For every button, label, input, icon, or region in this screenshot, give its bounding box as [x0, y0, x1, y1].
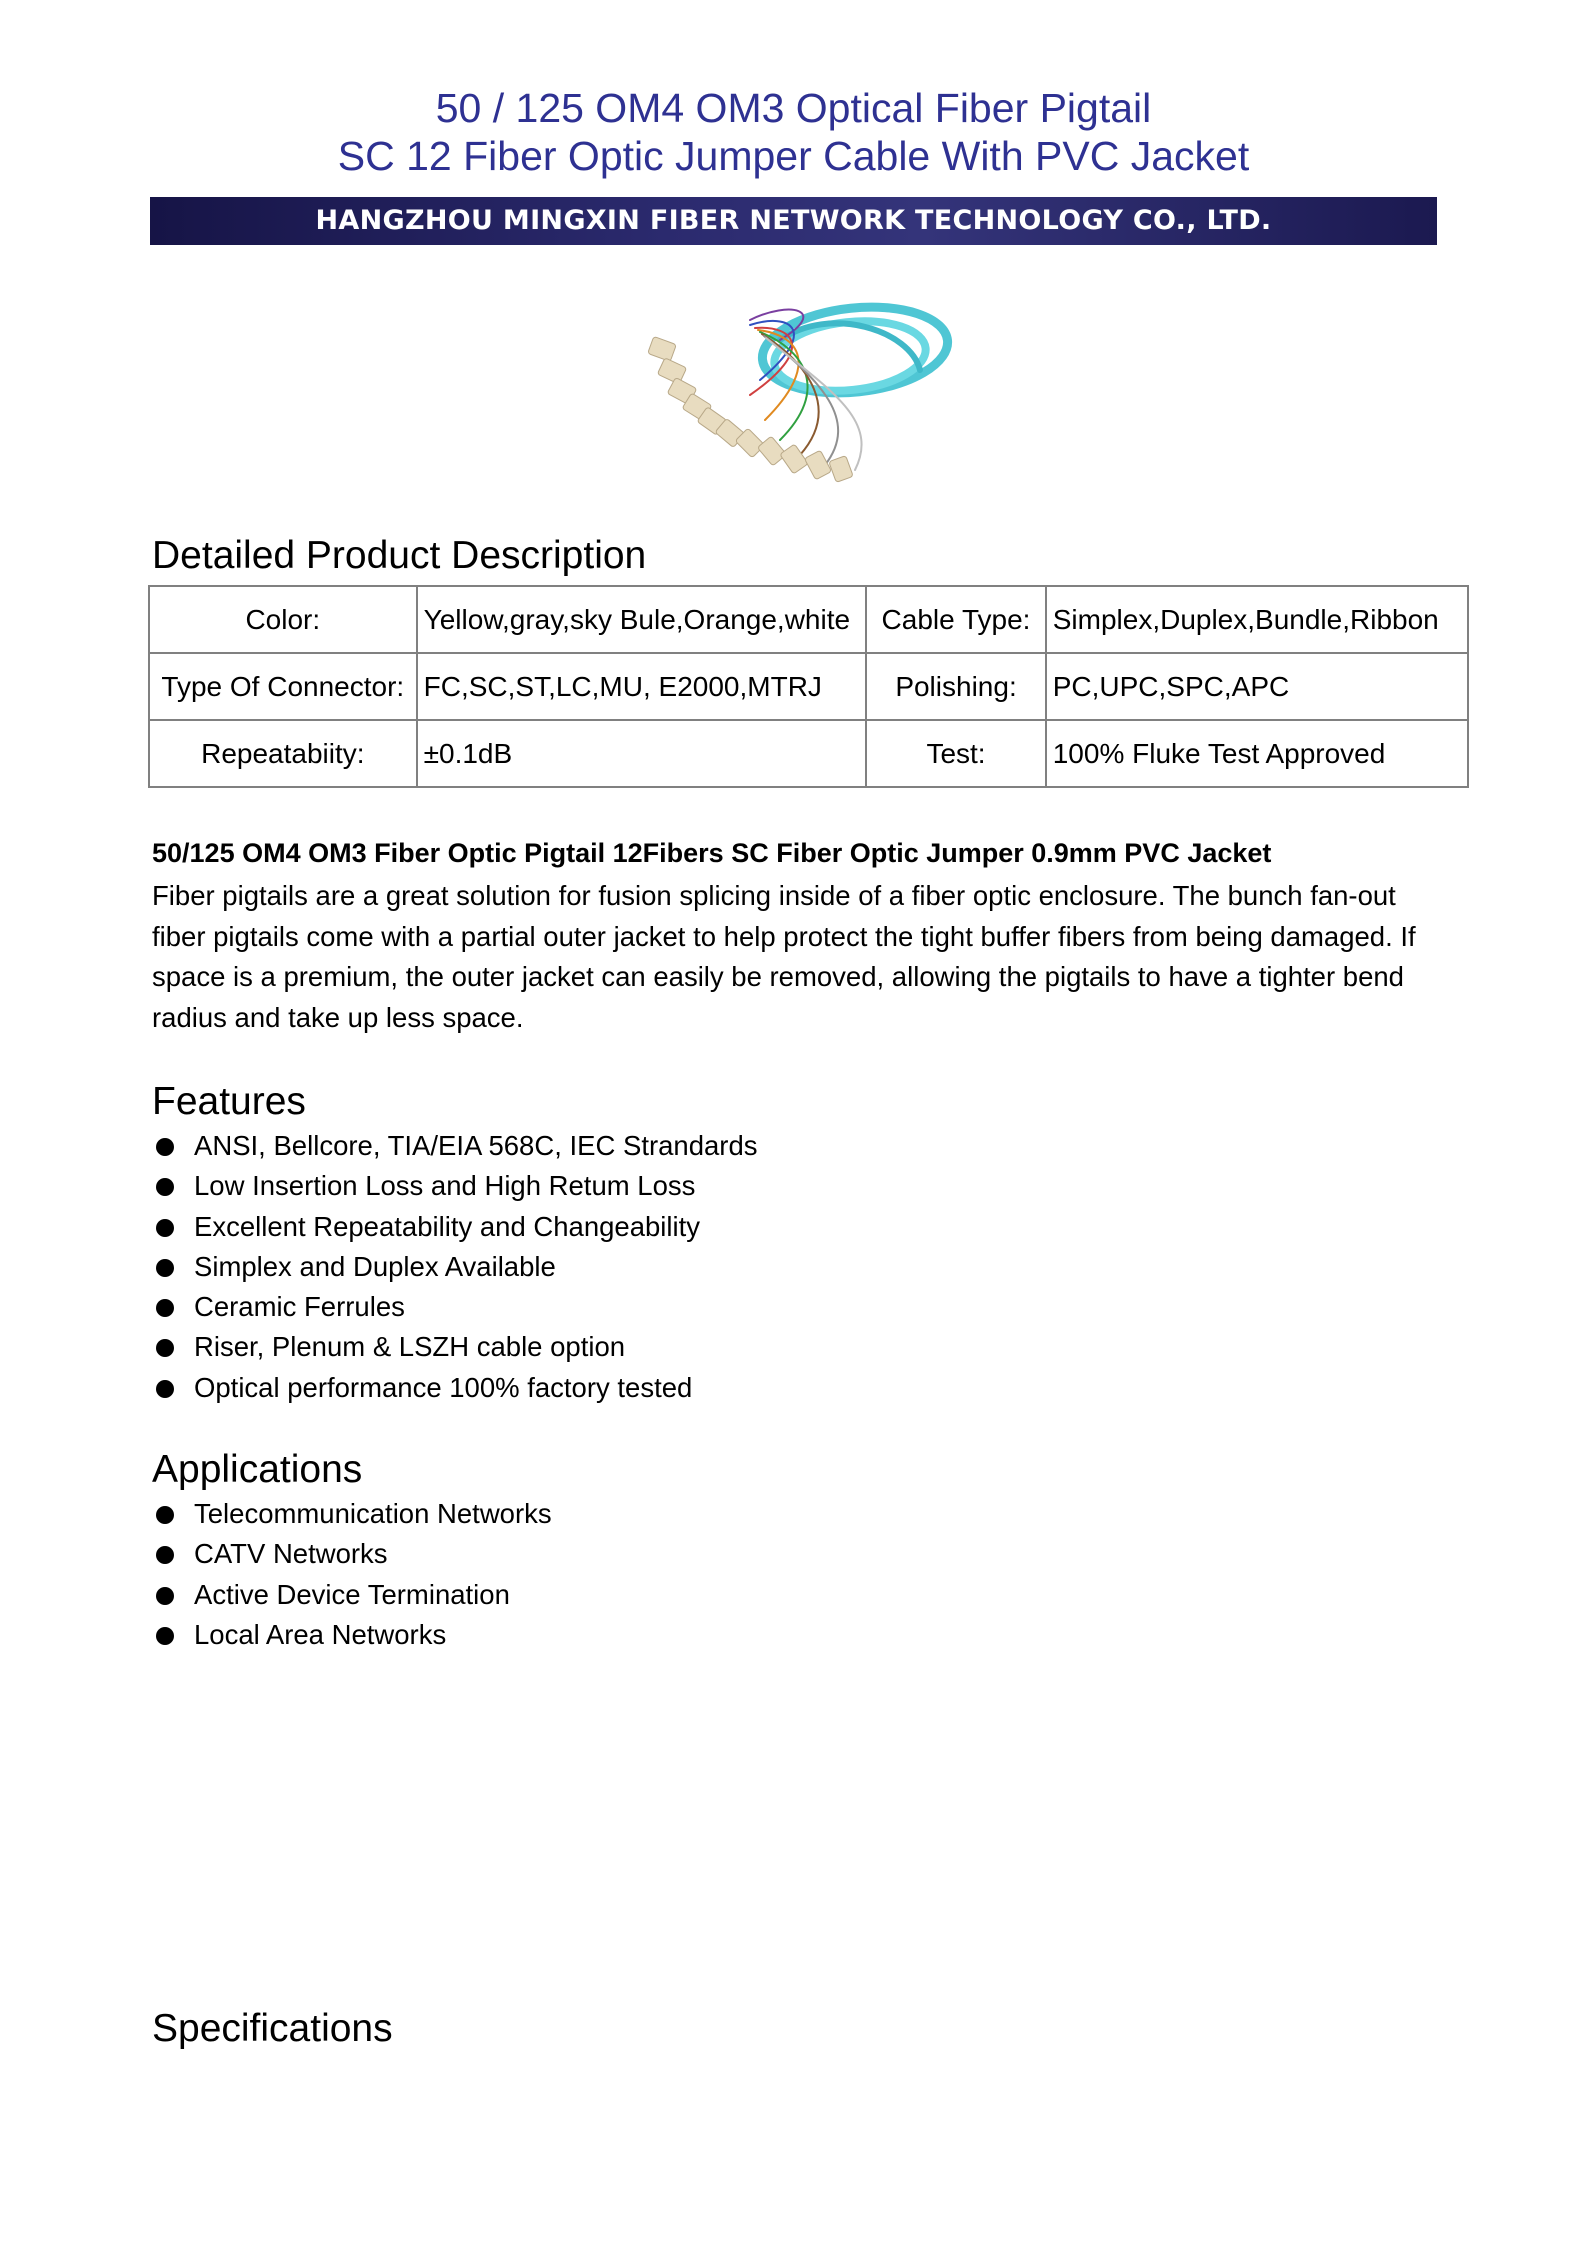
- list-item: Optical performance 100% factory tested: [152, 1368, 758, 1408]
- list-item: Local Area Networks: [152, 1615, 552, 1655]
- bullet-icon: [156, 1380, 174, 1398]
- table-row: [149, 653, 1468, 720]
- list-item: Low Insertion Loss and High Retum Loss: [152, 1166, 758, 1206]
- polishing-label: Polishing:: [866, 653, 1045, 720]
- color-label: Color:: [149, 586, 417, 653]
- intro-line: fiber pigtails come with a partial outer jacket to help protect the tight buffer fibers from being damaged. If: [152, 920, 1416, 952]
- bullet-icon: [156, 1506, 174, 1524]
- bullet-icon: [156, 1587, 174, 1605]
- intro-line: radius and take up less space.: [152, 1001, 524, 1033]
- list-item: Ceramic Ferrules: [152, 1287, 758, 1327]
- list-item: Excellent Repeatability and Changeability: [152, 1207, 758, 1247]
- fiber-pigtail-product-image: [630, 270, 960, 490]
- features-list: [152, 1126, 758, 1408]
- detailed-description-heading: Detailed Product Description: [152, 534, 647, 577]
- list-item: Telecommunication Networks: [152, 1494, 552, 1534]
- applications-heading: Applications: [152, 1448, 363, 1491]
- specifications-heading: Specifications: [152, 2007, 393, 2050]
- list-item: CATV Networks: [152, 1534, 552, 1574]
- repeatability-value: ±0.1dB: [417, 720, 867, 787]
- intro-paragraph: [152, 876, 1452, 1038]
- list-item: ANSI, Bellcore, TIA/EIA 568C, IEC Strandards: [152, 1126, 758, 1166]
- cable-type-label: Cable Type:: [866, 586, 1045, 653]
- bullet-icon: [156, 1627, 174, 1645]
- features-heading: Features: [152, 1080, 306, 1123]
- list-item: Riser, Plenum & LSZH cable option: [152, 1327, 758, 1367]
- list-item: Simplex and Duplex Available: [152, 1247, 758, 1287]
- applications-list: [152, 1494, 552, 1655]
- bullet-icon: [156, 1219, 174, 1237]
- bullet-icon: [156, 1339, 174, 1357]
- connector-type-label: Type Of Connector:: [149, 653, 417, 720]
- test-label: Test:: [866, 720, 1045, 787]
- repeatability-label: Repeatabiity:: [149, 720, 417, 787]
- cable-type-value: Simplex,Duplex,Bundle,Ribbon: [1046, 586, 1468, 653]
- bullet-icon: [156, 1259, 174, 1277]
- bullet-icon: [156, 1138, 174, 1156]
- bullet-icon: [156, 1546, 174, 1564]
- intro-line: Fiber pigtails are a great solution for fusion splicing inside of a fiber optic enclosure. The bunch fan-out: [152, 880, 1396, 911]
- polishing-value: PC,UPC,SPC,APC: [1046, 653, 1468, 720]
- intro-lead: 50/125 OM4 OM3 Fiber Optic Pigtail 12Fibers SC Fiber Optic Jumper 0.9mm PVC Jacket: [152, 838, 1272, 868]
- connector-type-value: FC,SC,ST,LC,MU, E2000,MTRJ: [417, 653, 867, 720]
- test-value: 100% Fluke Test Approved: [1046, 720, 1468, 787]
- product-description-table: [148, 585, 1469, 788]
- table-row: [149, 720, 1468, 787]
- color-value: Yellow,gray,sky Bule,Orange,white: [417, 586, 867, 653]
- list-item: Active Device Termination: [152, 1575, 552, 1615]
- company-banner: HANGZHOU MINGXIN FIBER NETWORK TECHNOLOGY CO., LTD.: [150, 197, 1437, 245]
- page-title-line-1: 50 / 125 OM4 OM3 Optical Fiber Pigtail: [435, 85, 1152, 131]
- table-row: [149, 586, 1468, 653]
- page-title-line-2: SC 12 Fiber Optic Jumper Cable With PVC Jacket: [337, 133, 1250, 179]
- intro-line: space is a premium, the outer jacket can easily be removed, allowing the pigtails to have a tighter bend: [152, 961, 1404, 992]
- bullet-icon: [156, 1299, 174, 1317]
- bullet-icon: [156, 1178, 174, 1196]
